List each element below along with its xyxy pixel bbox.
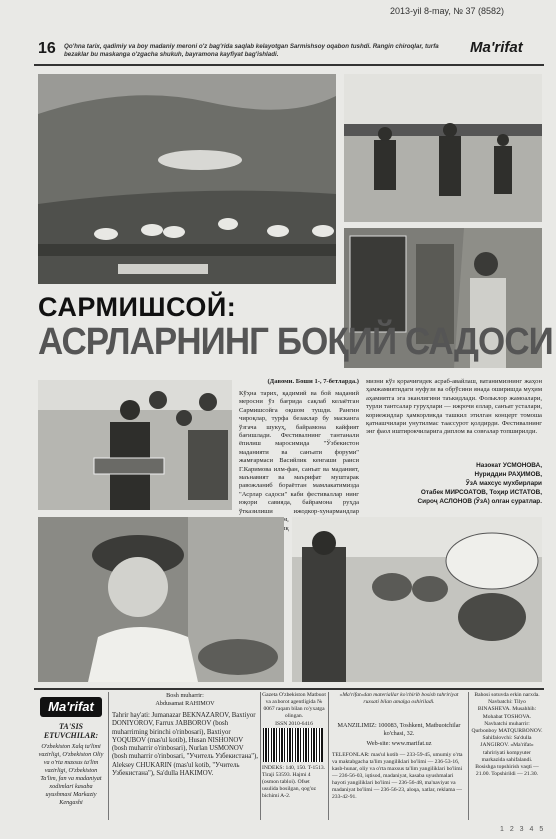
address: MANZILIMIZ: 100083, Toshkent, Matbuotchilar ko'chasi, 32. — [337, 722, 461, 737]
website: Web-site: www.marifat.uz — [366, 740, 432, 747]
photo-festival-dancers — [344, 74, 542, 222]
signature-line: Нуриддин РАҲИМОВ, — [474, 471, 542, 478]
signature-line: Назокат УСМОНОВА, — [476, 462, 542, 469]
footer-divider — [108, 692, 109, 820]
page-number: 16 — [38, 40, 56, 57]
editor-name: Abdusamat RAHIMOV — [155, 700, 215, 707]
page-folio: 1 2 3 4 5 — [500, 826, 546, 833]
phones: TELEFONLAR: mas'ul kotib — 233-59-45, umumiy o'rta va maktabgacha ta'lim yangiliklari bo'limi — 236-53-16, kasb-hunar, oliy va o'rta maxsus ta'lim yangiliklari bo'limi — 236-56-03, iqtisod, madaniyat, kasaba uyushmalari hayoti yangiliklari bo'limi — 236-56-48, ma'naviyat va madaniyat bo'limi — 236-56-23, aloqa, xatlar, reklama — 233-42-91. — [332, 752, 463, 800]
footer-divider — [328, 692, 329, 820]
masthead-brand: Ma'rifat — [470, 39, 523, 56]
founders-title: TA'SIS ETUVCHILAR: — [43, 722, 99, 740]
header-tagline: Qo'hna tarix, qadimiy va boy madaniy meroni o'z bag'rida saqlab kelayotgan Sarmishsoy oqabon tushdi. Rangin chiroqlar, turfa bezaklar bu maskanga o'zgacha shukuh, bayramona kayfiyat bag'ishladi. — [64, 43, 439, 58]
editorial-board: Tahrir hay'ati: Jumanazar BEKNAZAROV, Baxtiyor DONIYOROV, Farrux JABBOROV (bosh muharrirning birinchi o'rinbosari), Baxtiyor YOQUBOV (mas'ul kotib), Husan NISHONOV (bosh muharrir o'rinbosari), Nurlan USMONOV (bosh muharrir o'rinbosari, "Учитель Узбекистана"), Aleksey CHUKARIN (mas'ul kotib, "Учитель Узбекистана"), Sa'dulla HAKIMOV. — [112, 712, 258, 778]
article-dateline: (Давоми. Боши 1-, 7-бетларда.) — [267, 378, 359, 385]
article-signatures — [360, 461, 542, 506]
headline-line1: САРМИШСОЙ: — [38, 292, 237, 322]
header-rule — [34, 64, 544, 66]
index-info: INDEKS: 140, 150. T-1513. Tiraji 53593. Hajmi 4 (osmon tabloi). Ofset usulida bosilgan, qog'oz bichimi A-2. — [262, 765, 326, 799]
reprint-note: «Ma'rifat»dan materiallar ko'chirib bosish tahririyat ruxsati bilan amalga oshiriladi. — [339, 692, 459, 705]
barcode — [263, 728, 323, 762]
signature-line: ЎзА махсус мухбирлари — [465, 480, 542, 487]
photo-girl-flowers — [38, 517, 284, 682]
photo-hills-yurts — [38, 74, 336, 284]
photo-camels — [292, 517, 542, 682]
photo-craftsman — [38, 380, 232, 510]
duty-staff: Bahosi sotuvda erkin narxda. Navbatchi: Tilyo BINASHEVA. Musahhih: Mohabat TOSHOVA. Navbatchi muharrir: Qurbonboy MATQURBONOV. Sahifalovchi: Sa'dulla JANGIROV. «Ma'rifat» tahririyati kompyuter markazida sahifalandi. Bosishga topshirish vaqti — 21.00. Topshirildi — 21.30. — [471, 692, 543, 778]
footer-logo: Ma'rifat — [40, 697, 102, 717]
footer-divider — [260, 692, 261, 820]
founders-list: O'zbekiston Xalq ta'limi vazirligi, O'zbekiston Oliy va o'rta maxsus ta'lim vazirligi, O'zbekiston Ta'lim, fan va madaniyat xodimlari kasaba uyushmasi Markaziy Kengashi — [38, 743, 104, 806]
issn: ISSN 2010-6416 — [275, 721, 313, 727]
registration-note: Gazeta O'zbekiston Matbuot va axborot agentligida № 0067 raqam bilan ro'yxatga olingan. — [262, 692, 326, 719]
footer-divider — [468, 692, 469, 820]
signature-line: Отабек МИРСОАТОВ, Тоҳир ИСТАТОВ, — [420, 489, 542, 496]
editor-title: Bosh muharrir: — [166, 692, 204, 699]
headline-line2: АСРЛАРНИНГ БОҚИЙ САДОСИ — [38, 321, 553, 363]
article-column-2: мизни кўз қорачиғидек асраб-авайлаш, ватанимизнинг жаҳон ҳамжамиятидаги нуфузи ва обрўсини янада оширишда муҳим аҳамиятга эга эканлигини таъкидлади. Фольклор жамоалари, турли тантсалар гуруҳлари — ижрочи еллар, санъат усталари, кориежидлар ҳамкорликда ташкил этилган концерт томоша қатнашчилари унутилмас таассурот қолдирди. Фестивалнинг энг фаол иштирокчиларига диплом ва совғалар топширилди. — [366, 378, 542, 436]
signature-line: Сироҷ АСЛОНОВ (ЎзА) олган суратлар. — [417, 498, 542, 505]
issue-date: 2013-yil 8-may, № 37 (8582) — [390, 6, 505, 16]
article-column-1: Кўҳна тарих, қадимий ва бой маданий меросни ўз бағрида сақлаб келаётган Сармишсойга оқшом тушди. Рангин чироқлар, турфа безаклар бу масканга ўзгача шукуҳ, байрамона кайфият бағишлади. Фестивалнинг тантанали ёпилиш маросимида "Ўзбекистон маданияти ва санъати форуми" жамғармаси Васийлик кенгаши раиси Г.Каримова илм-фан, санъат ва маданият, маънавият ва маърифат муштарак равожланиб бораётган мамлакатимизда "Асрлар садоси" каби фестиваллар нинг юқори савияда, байрамона руҳда ўтказилиши ижодкор-хунармандлар — [239, 390, 359, 515]
